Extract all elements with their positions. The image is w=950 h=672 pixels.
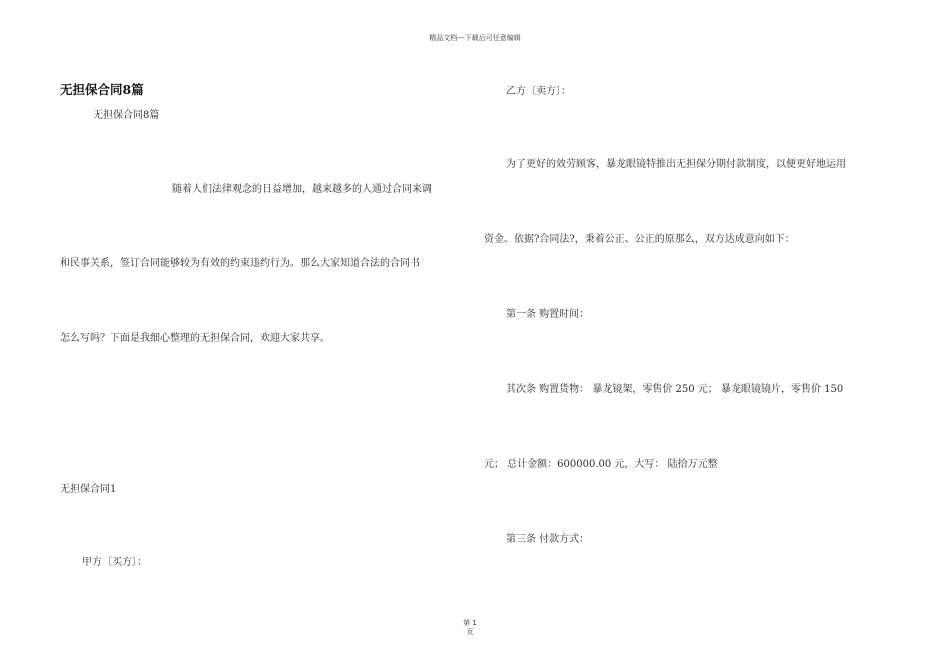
page-number	[460, 619, 480, 637]
contract-intro-line: 为了更好的效劳顾客，暴龙眼镜特推出无担保分期付款制度，以便更好地运用	[506, 159, 846, 170]
article-2-line: 元； 总计金额：600000.00 元，大写： 陆拾万元整	[484, 459, 718, 470]
document-title: 无担保合同8篇	[60, 82, 144, 97]
intro-paragraph-line: 和民事关系，签订合同能够较为有效的约束违约行为。那么大家知道合法的合同书	[60, 258, 420, 269]
page-number-unit: 页	[466, 628, 474, 636]
party-b-label: 乙方〔卖方〕：	[506, 86, 571, 97]
intro-paragraph-line: 随着人们法律观念的日益增加，越来越多的人通过合同来调	[172, 184, 432, 195]
document-subtitle: 无担保合同8篇	[93, 110, 160, 121]
contract-intro-line: 资金。依据?合同法?，秉着公正、公正的原那么，双方达成意向如下：	[484, 234, 795, 245]
article-3: 第三条 付款方式：	[506, 534, 590, 545]
article-2-line: 其次条 购置货物： 暴龙镜架，零售价 250 元； 暴龙眼镜镜片，零售价 150	[506, 384, 844, 395]
page-number-label: 第 1	[463, 619, 477, 627]
party-a-label: 甲方〔买方〕：	[82, 557, 147, 568]
page-header: 精品文档---下载后可任意编辑	[429, 34, 521, 42]
contract-heading: 无担保合同1	[60, 484, 117, 495]
article-1: 第一条 购置时间：	[506, 309, 590, 320]
intro-paragraph-line: 怎么写吗？下面是我细心整理的无担保合同，欢迎大家共享。	[60, 333, 330, 344]
